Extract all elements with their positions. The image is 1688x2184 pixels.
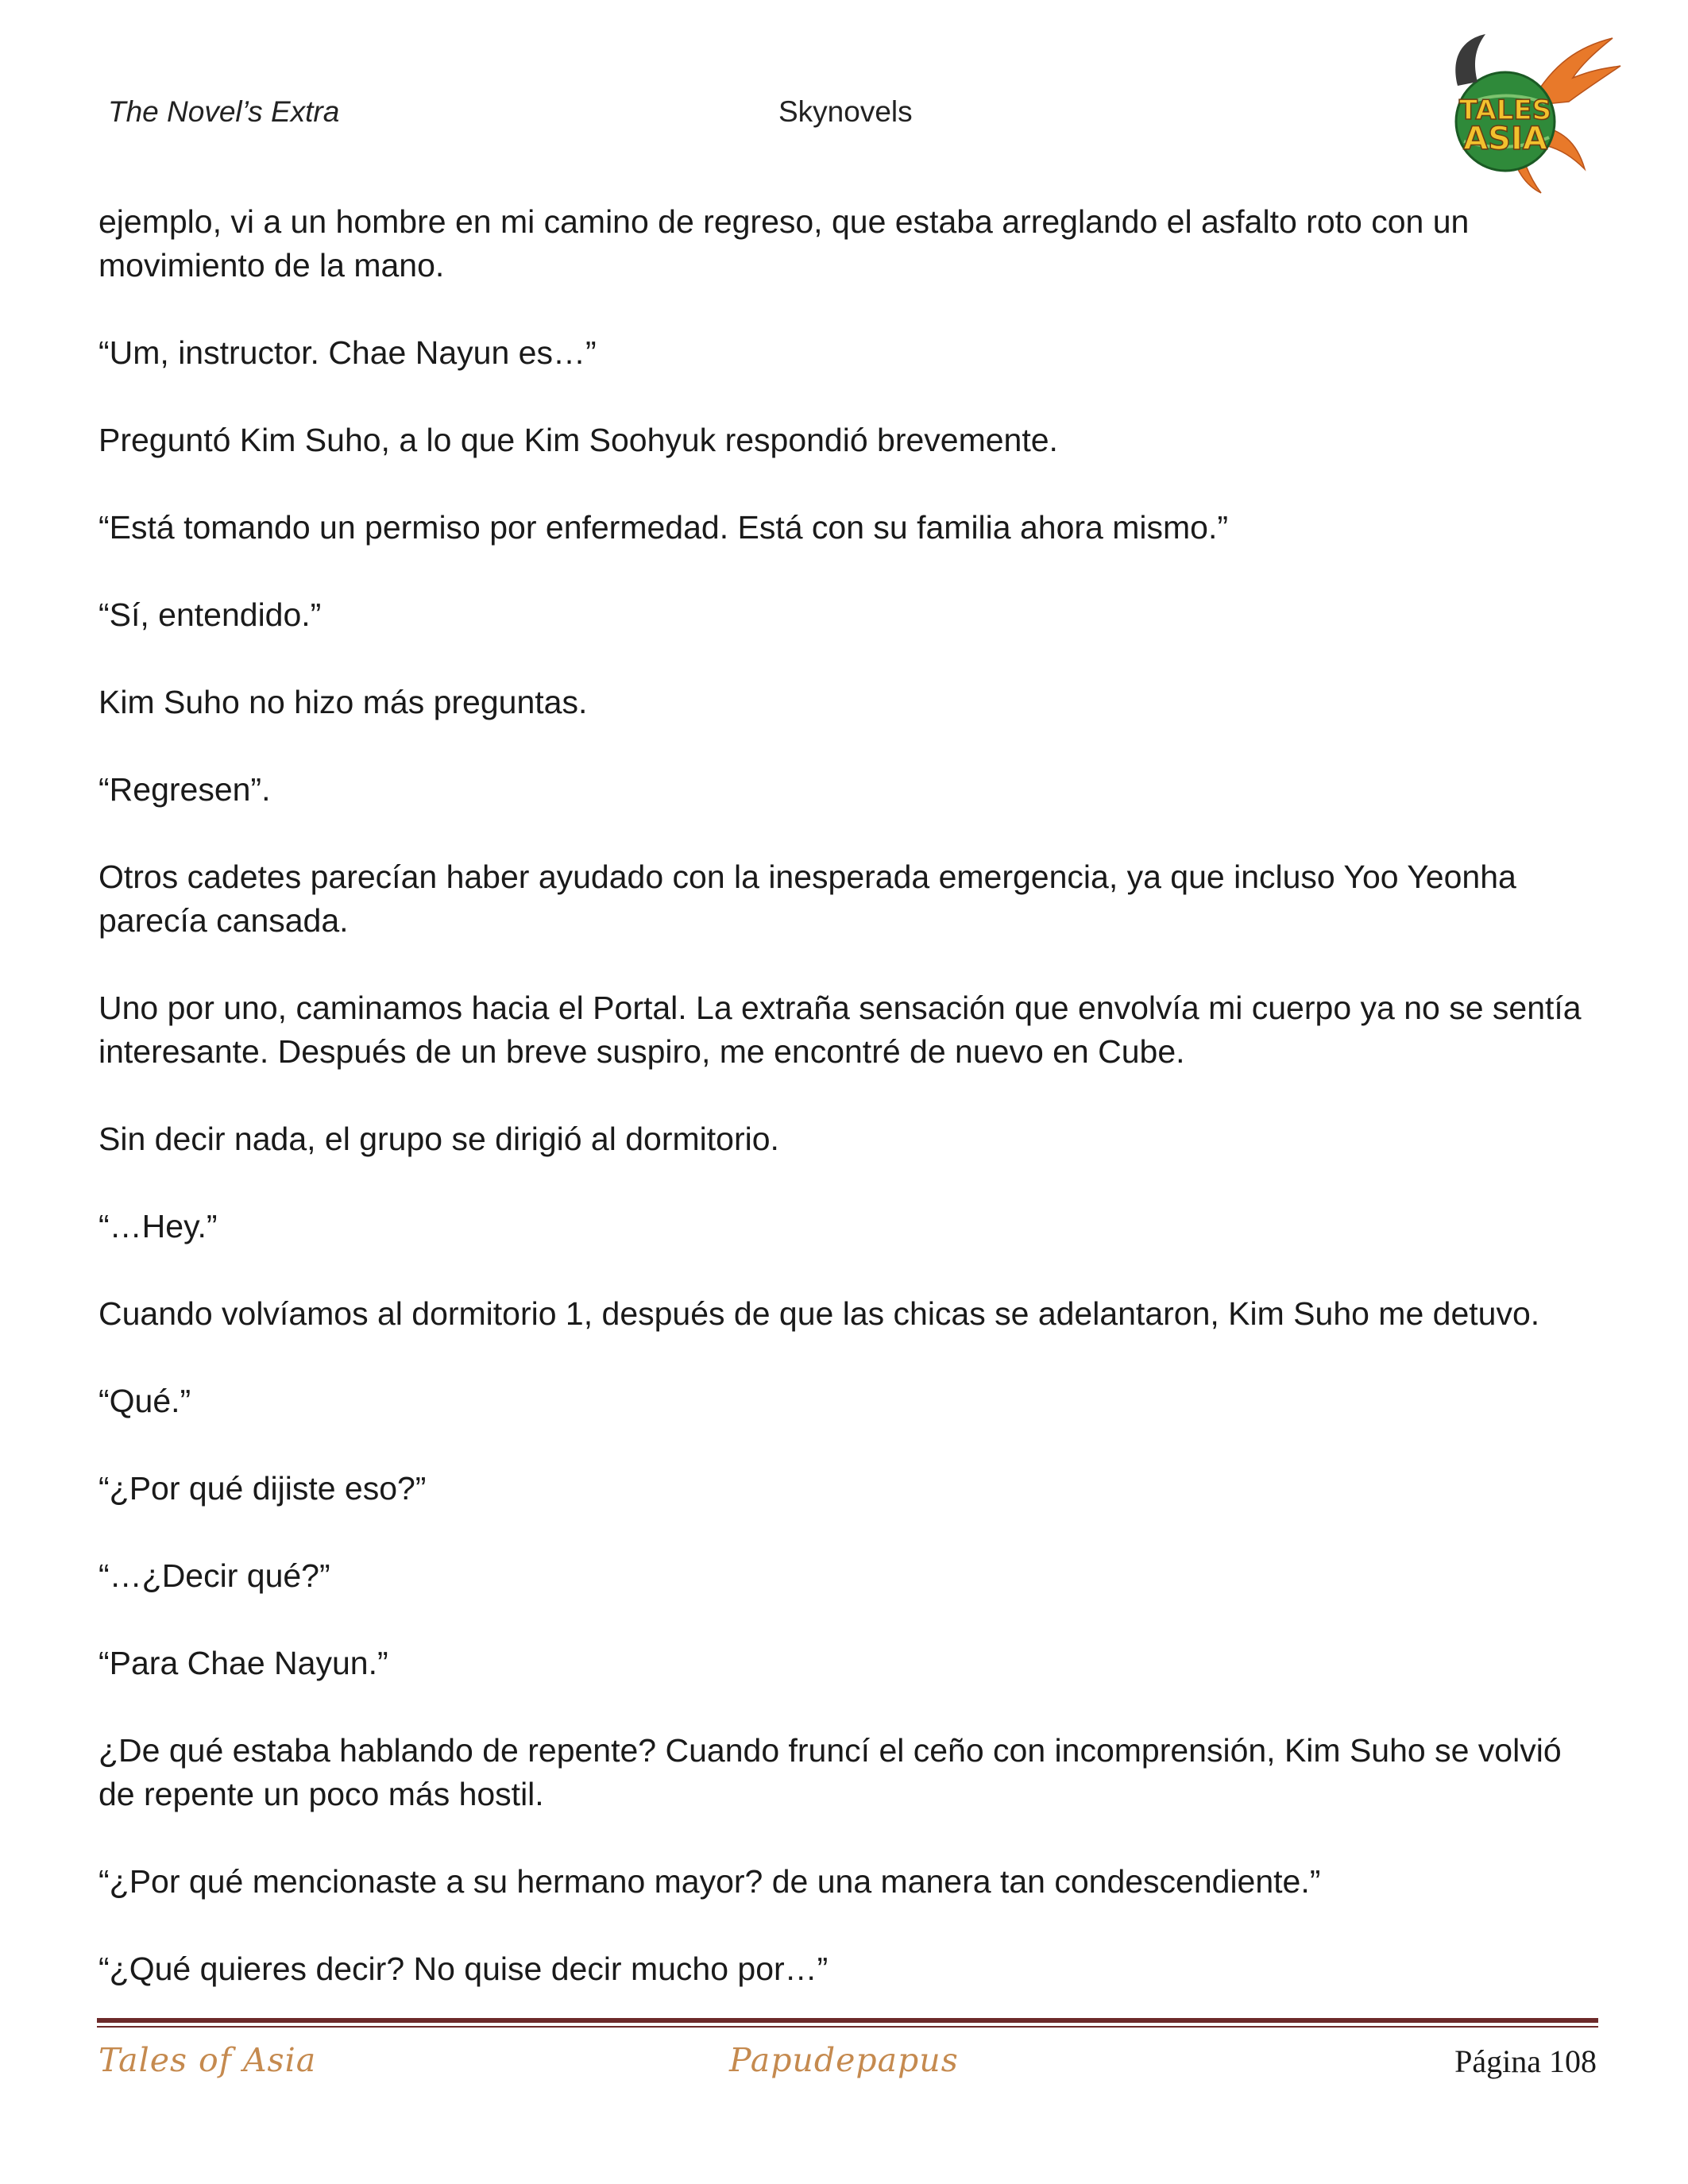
paragraph: ¿De qué estaba hablando de repente? Cuando fruncí el ceño con incomprensión, Kim Suho se volvió de repente un poco más hostil. [98, 1732, 1562, 1812]
header-book-title: The Novel’s Extra [108, 95, 340, 128]
paragraph: Uno por uno, caminamos hacia el Portal. La extraña sensación que envolvía mi cuerpo ya no se sentía interesante. Después de un breve suspiro, me encontré de nuevo en Cube. [98, 990, 1582, 1070]
paragraph: “Um, instructor. Chae Nayun es…” [98, 334, 597, 371]
paragraph: “¿Por qué mencionaste a su hermano mayor? de una manera tan condescendiente.” [98, 1863, 1321, 1900]
footer-page-number: Página 108 [1454, 2043, 1597, 2079]
paragraph: “Está tomando un permiso por enfermedad. Está con su familia ahora mismo.” [98, 509, 1228, 546]
footer-rule-thick [97, 2018, 1598, 2023]
header-site-name: Skynovels [778, 95, 913, 128]
paragraph: “¿Por qué dijiste eso?” [98, 1470, 427, 1507]
footer-translator: Papudepapus [729, 2041, 959, 2079]
paragraph: ejemplo, vi a un hombre en mi camino de regreso, que estaba arreglando el asfalto roto con un movimiento de la mano. [98, 203, 1470, 284]
paragraph: Preguntó Kim Suho, a lo que Kim Soohyuk respondió brevemente. [98, 422, 1058, 458]
paragraph: Otros cadetes parecían haber ayudado con la inesperada emergencia, ya que incluso Yoo Yeonha parecía cansada. [98, 859, 1516, 939]
paragraph: Kim Suho no hizo más preguntas. [98, 684, 588, 720]
paragraph: Sin decir nada, el grupo se dirigió al dormitorio. [98, 1121, 779, 1157]
chapter-text [98, 200, 1600, 2035]
paragraph: “…¿Decir qué?” [98, 1557, 330, 1594]
footer-rule-thin [97, 2026, 1598, 2028]
paragraph: “Sí, entendido.” [98, 596, 322, 633]
paragraph: “Para Chae Nayun.” [98, 1645, 388, 1681]
logo-text-asia: ASIA [1463, 121, 1547, 157]
paragraph: “Regresen”. [98, 771, 271, 808]
paragraph: “Qué.” [98, 1383, 191, 1419]
paragraph: “…Hey.” [98, 1208, 218, 1244]
paragraph: Cuando volvíamos al dormitorio 1, después de que las chicas se adelantaron, Kim Suho me detuvo. [98, 1295, 1540, 1332]
paragraph: “¿Qué quieres decir? No quise decir mucho por…” [98, 1951, 829, 1987]
logo-text-tales: TALES [1458, 95, 1552, 126]
footer-site-name: Tales of Asia [98, 2041, 317, 2079]
tales-of-asia-logo [1442, 30, 1624, 197]
